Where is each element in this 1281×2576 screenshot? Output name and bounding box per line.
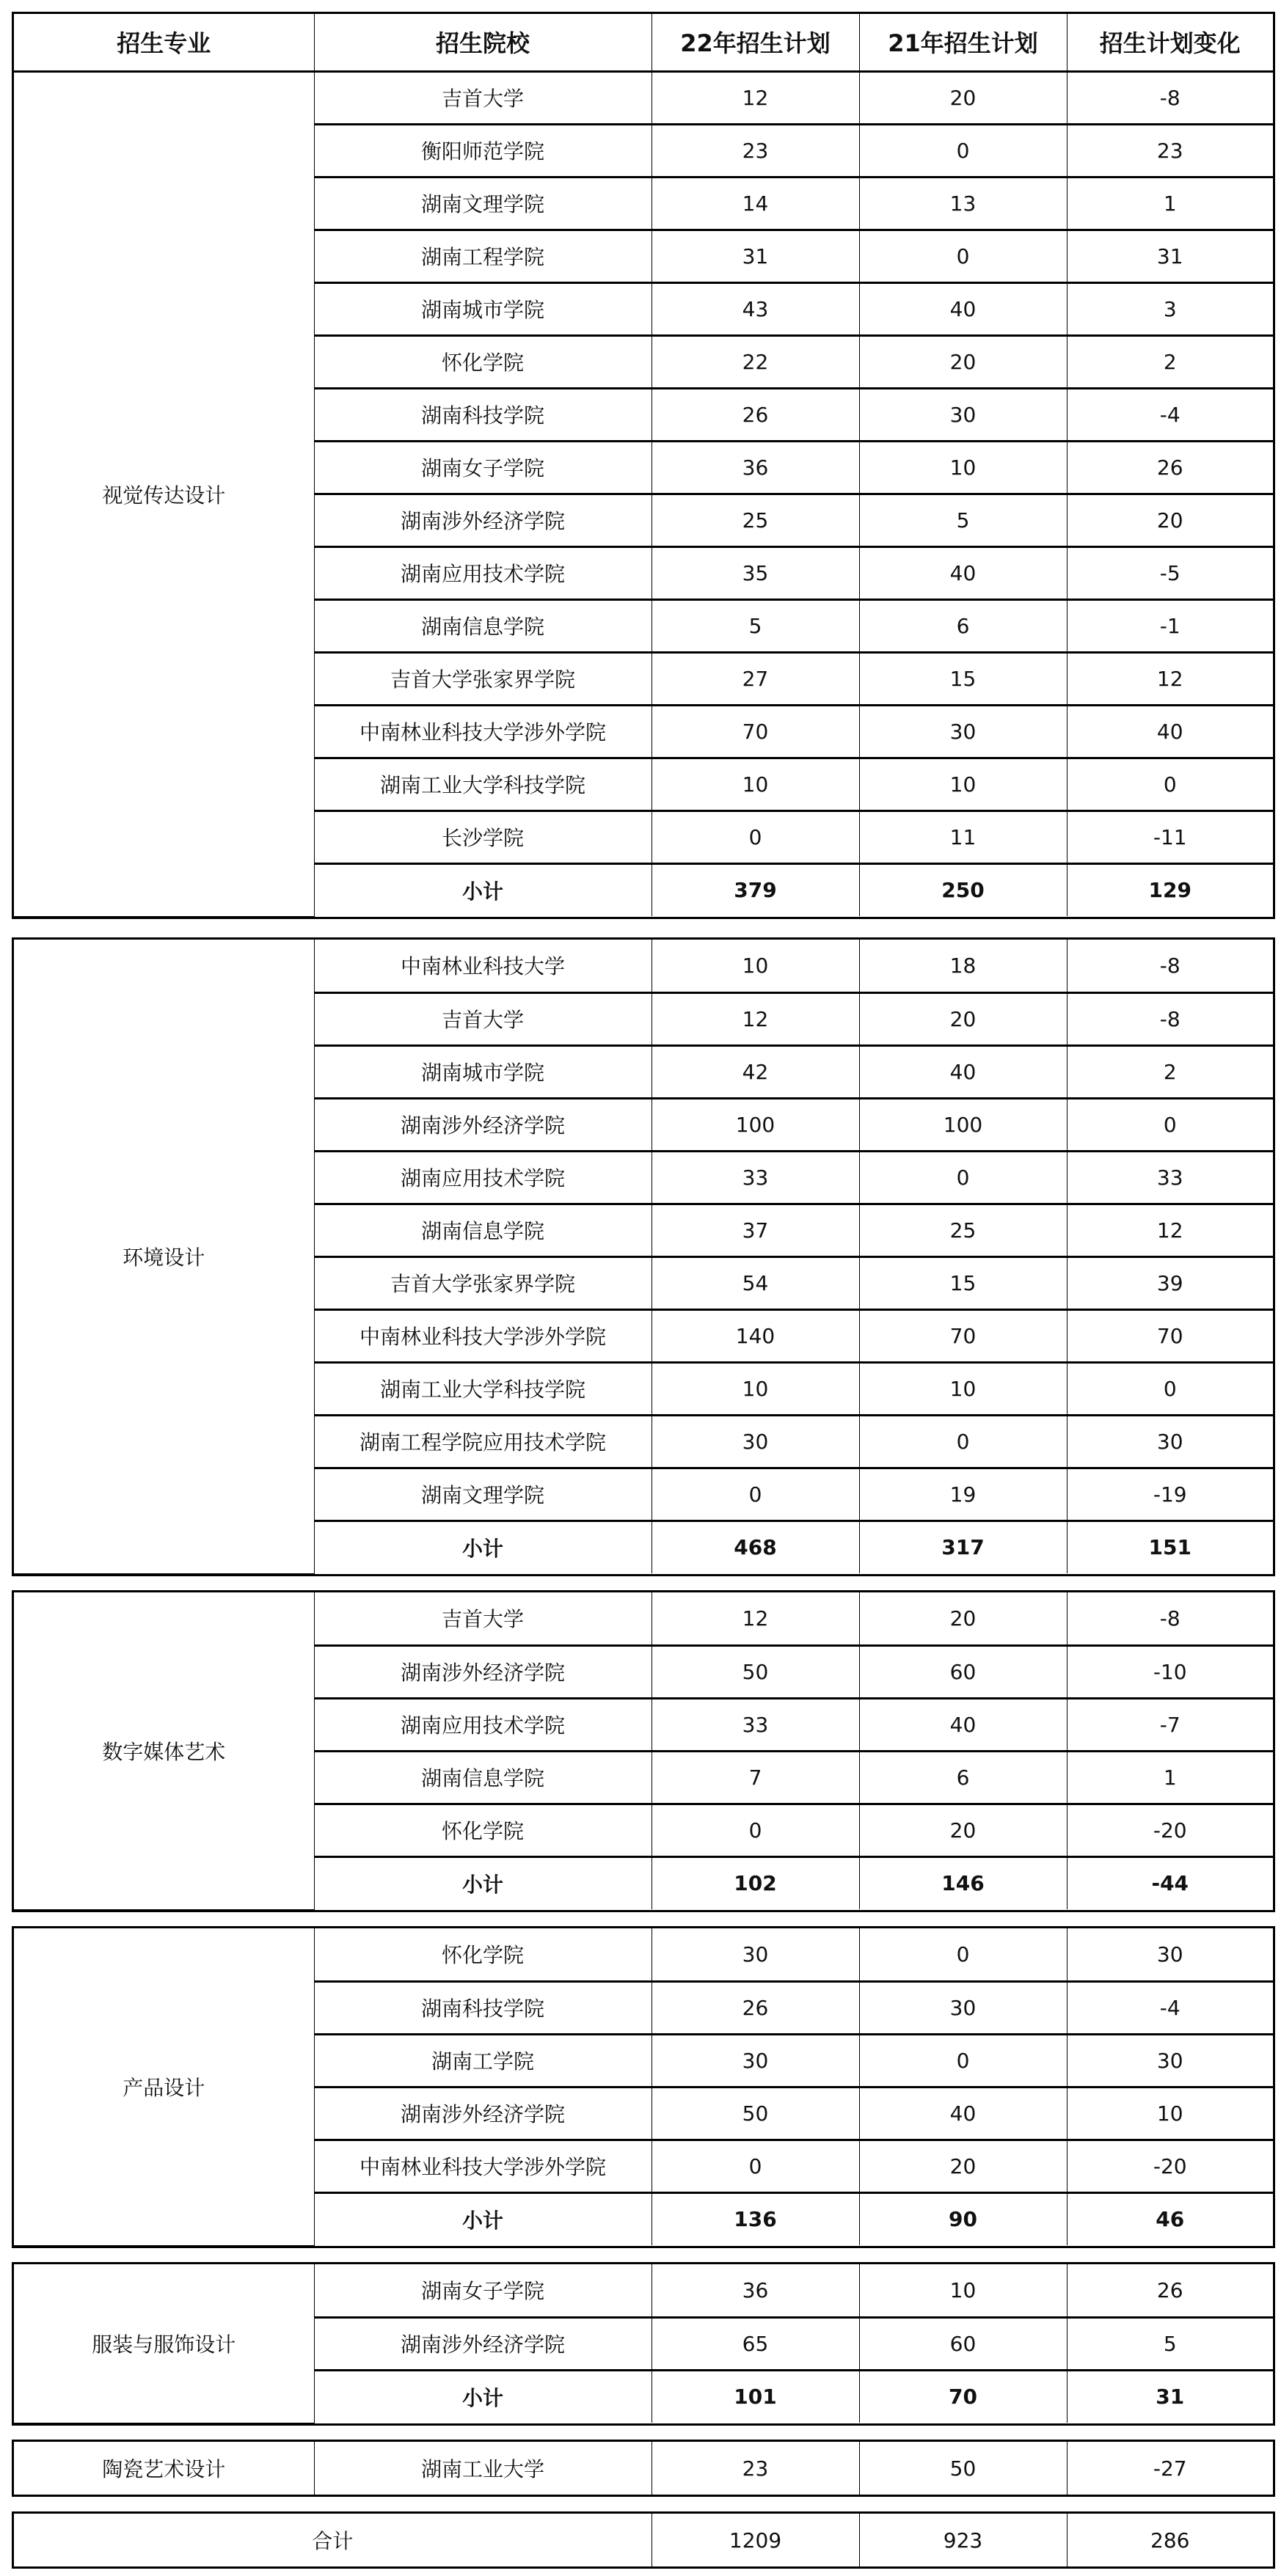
plan22-value: 12: [652, 71, 859, 124]
plan21-value: 0: [859, 124, 1067, 177]
plan21-value: 13: [859, 177, 1067, 230]
plan22-value: 50: [652, 2087, 859, 2140]
change-value: -20: [1067, 2140, 1273, 2192]
school-name: 湖南科技学院: [314, 1981, 652, 2034]
plan22-value: 33: [652, 1151, 859, 1204]
plan21-value: 6: [859, 1751, 1067, 1804]
school-name: 湖南信息学院: [314, 1204, 652, 1256]
plan21-value: 40: [859, 1045, 1067, 1098]
plan22-value: 14: [652, 177, 859, 230]
subtotal-plan21: 90: [859, 2192, 1067, 2245]
plan22-value: 65: [652, 2317, 859, 2370]
plan22-value: 50: [652, 1645, 859, 1698]
plan22-value: 70: [652, 705, 859, 758]
plan22-value: 30: [652, 1415, 859, 1468]
change-value: 3: [1067, 282, 1273, 335]
change-value: -8: [1067, 992, 1273, 1045]
major-name: 服装与服饰设计: [14, 2264, 314, 2423]
change-value: 30: [1067, 2034, 1273, 2087]
school-name: 湖南工业大学科技学院: [314, 758, 652, 811]
change-value: 20: [1067, 494, 1273, 546]
school-name: 湖南应用技术学院: [314, 1698, 652, 1751]
total-block: [12, 2511, 1275, 2569]
plan21-value: 40: [859, 282, 1067, 335]
school-name: 湖南应用技术学院: [314, 1151, 652, 1204]
change-value: 12: [1067, 1204, 1273, 1256]
school-name: 长沙学院: [314, 811, 652, 863]
change-value: 10: [1067, 2087, 1273, 2140]
subtotal-plan22: 379: [652, 863, 859, 916]
plan21-value: 50: [859, 2442, 1067, 2495]
plan22-value: 0: [652, 2140, 859, 2192]
change-value: 0: [1067, 1098, 1273, 1151]
plan21-value: 60: [859, 2317, 1067, 2370]
school-name: 湖南文理学院: [314, 177, 652, 230]
plan22-value: 0: [652, 811, 859, 863]
subtotal-label: 小计: [314, 863, 652, 916]
change-value: 30: [1067, 1928, 1273, 1981]
total-change: 286: [1067, 2514, 1273, 2566]
plan21-value: 10: [859, 1362, 1067, 1415]
plan21-value: 30: [859, 1981, 1067, 2034]
change-value: -20: [1067, 1804, 1273, 1856]
plan21-value: 0: [859, 1151, 1067, 1204]
school-name: 湖南信息学院: [314, 1751, 652, 1804]
major-table: [14, 1592, 1273, 1910]
school-name: 吉首大学张家界学院: [314, 1256, 652, 1309]
plan22-value: 140: [652, 1309, 859, 1362]
subtotal-change: 151: [1067, 1521, 1273, 1573]
table-row: [14, 2264, 1273, 2317]
change-value: 2: [1067, 335, 1273, 388]
change-value: -7: [1067, 1698, 1273, 1751]
plan21-value: 70: [859, 1309, 1067, 1362]
school-name: 吉首大学: [314, 71, 652, 124]
school-name: 中南林业科技大学: [314, 940, 652, 992]
change-value: 12: [1067, 652, 1273, 705]
school-name: 湖南应用技术学院: [314, 546, 652, 599]
major-table: [14, 14, 1273, 917]
plan21-value: 20: [859, 71, 1067, 124]
school-name: 湖南信息学院: [314, 599, 652, 652]
subtotal-plan21: 317: [859, 1521, 1067, 1573]
school-name: 怀化学院: [314, 1928, 652, 1981]
plan21-value: 20: [859, 992, 1067, 1045]
plan22-value: 36: [652, 441, 859, 494]
subtotal-plan22: 136: [652, 2192, 859, 2245]
change-value: -5: [1067, 546, 1273, 599]
plan21-value: 100: [859, 1098, 1067, 1151]
school-name: 湖南工程学院应用技术学院: [314, 1415, 652, 1468]
major-name: 环境设计: [14, 940, 314, 1573]
plan21-value: 25: [859, 1204, 1067, 1256]
plan21-value: 15: [859, 652, 1067, 705]
change-value: -27: [1067, 2442, 1273, 2495]
plan21-value: 30: [859, 388, 1067, 441]
table-row: [14, 1592, 1273, 1645]
plan21-value: 20: [859, 335, 1067, 388]
subtotal-plan22: 468: [652, 1521, 859, 1573]
school-name: 湖南工业大学科技学院: [314, 1362, 652, 1415]
change-value: 40: [1067, 705, 1273, 758]
school-name: 吉首大学张家界学院: [314, 652, 652, 705]
school-name: 吉首大学: [314, 1592, 652, 1645]
school-name: 湖南城市学院: [314, 282, 652, 335]
plan21-value: 30: [859, 705, 1067, 758]
change-value: 0: [1067, 758, 1273, 811]
change-value: -10: [1067, 1645, 1273, 1698]
plan21-value: 40: [859, 546, 1067, 599]
subtotal-change: 31: [1067, 2370, 1273, 2423]
subtotal-label: 小计: [314, 2192, 652, 2245]
major-table: [14, 2264, 1273, 2423]
subtotal-plan21: 250: [859, 863, 1067, 916]
subtotal-plan22: 101: [652, 2370, 859, 2423]
plan22-value: 12: [652, 1592, 859, 1645]
plan22-value: 35: [652, 546, 859, 599]
plan22-value: 54: [652, 1256, 859, 1309]
school-name: 湖南工业大学: [314, 2442, 652, 2495]
plan21-value: 0: [859, 230, 1067, 282]
plan21-value: 20: [859, 1592, 1067, 1645]
school-name: 中南林业科技大学涉外学院: [314, 705, 652, 758]
subtotal-change: 46: [1067, 2192, 1273, 2245]
change-value: -8: [1067, 71, 1273, 124]
plan21-value: 40: [859, 1698, 1067, 1751]
plan22-value: 10: [652, 940, 859, 992]
major-group-block: [12, 937, 1275, 1576]
table-row: [14, 71, 1273, 124]
change-value: -19: [1067, 1468, 1273, 1521]
change-value: 1: [1067, 177, 1273, 230]
plan21-value: 11: [859, 811, 1067, 863]
plan22-value: 10: [652, 758, 859, 811]
plan21-value: 0: [859, 1928, 1067, 1981]
plan22-value: 12: [652, 992, 859, 1045]
plan22-value: 37: [652, 1204, 859, 1256]
school-name: 湖南城市学院: [314, 1045, 652, 1098]
change-value: 26: [1067, 441, 1273, 494]
major-table: [14, 2442, 1273, 2495]
plan21-value: 20: [859, 2140, 1067, 2192]
plan22-value: 30: [652, 1928, 859, 1981]
change-value: 33: [1067, 1151, 1273, 1204]
plan22-value: 25: [652, 494, 859, 546]
plan22-value: 10: [652, 1362, 859, 1415]
header-plan21: 21年招生计划: [859, 14, 1067, 71]
major-group-block: [12, 2262, 1275, 2426]
plan22-value: 27: [652, 652, 859, 705]
change-value: 26: [1067, 2264, 1273, 2317]
change-value: 5: [1067, 2317, 1273, 2370]
major-group-block: [12, 2440, 1275, 2497]
table-row: [14, 1928, 1273, 1981]
change-value: 31: [1067, 230, 1273, 282]
major-group-block: [12, 12, 1275, 919]
subtotal-change: 129: [1067, 863, 1273, 916]
table-row: [14, 2442, 1273, 2495]
plan22-value: 100: [652, 1098, 859, 1151]
plan21-value: 20: [859, 1804, 1067, 1856]
change-value: 0: [1067, 1362, 1273, 1415]
total-plan22: 1209: [652, 2514, 859, 2566]
subtotal-change: -44: [1067, 1856, 1273, 1909]
change-value: -1: [1067, 599, 1273, 652]
total-plan21: 923: [859, 2514, 1067, 2566]
plan22-value: 26: [652, 388, 859, 441]
plan22-value: 36: [652, 2264, 859, 2317]
plan21-value: 10: [859, 441, 1067, 494]
school-name: 衡阳师范学院: [314, 124, 652, 177]
plan21-value: 10: [859, 758, 1067, 811]
plan22-value: 43: [652, 282, 859, 335]
header-change: 招生计划变化: [1067, 14, 1273, 71]
school-name: 湖南涉外经济学院: [314, 1098, 652, 1151]
plan21-value: 60: [859, 1645, 1067, 1698]
school-name: 中南林业科技大学涉外学院: [314, 1309, 652, 1362]
plan21-value: 5: [859, 494, 1067, 546]
school-name: 吉首大学: [314, 992, 652, 1045]
school-name: 湖南涉外经济学院: [314, 494, 652, 546]
school-name: 中南林业科技大学涉外学院: [314, 2140, 652, 2192]
school-name: 湖南涉外经济学院: [314, 2317, 652, 2370]
plan22-value: 23: [652, 2442, 859, 2495]
change-value: -4: [1067, 388, 1273, 441]
school-name: 湖南文理学院: [314, 1468, 652, 1521]
total-table: [14, 2514, 1273, 2566]
change-value: 30: [1067, 1415, 1273, 1468]
subtotal-plan21: 70: [859, 2370, 1067, 2423]
major-name: 视觉传达设计: [14, 71, 314, 916]
school-name: 湖南女子学院: [314, 2264, 652, 2317]
change-value: 23: [1067, 124, 1273, 177]
change-value: 70: [1067, 1309, 1273, 1362]
plan22-value: 23: [652, 124, 859, 177]
subtotal-plan22: 102: [652, 1856, 859, 1909]
plan22-value: 33: [652, 1698, 859, 1751]
subtotal-label: 小计: [314, 2370, 652, 2423]
school-name: 湖南涉外经济学院: [314, 2087, 652, 2140]
major-table: [14, 940, 1273, 1574]
change-value: 39: [1067, 1256, 1273, 1309]
header-major: 招生专业: [14, 14, 314, 71]
total-row: [14, 2514, 1273, 2566]
plan22-value: 7: [652, 1751, 859, 1804]
plan22-value: 22: [652, 335, 859, 388]
plan21-value: 0: [859, 1415, 1067, 1468]
plan22-value: 5: [652, 599, 859, 652]
change-value: -8: [1067, 940, 1273, 992]
school-name: 怀化学院: [314, 1804, 652, 1856]
header-plan22: 22年招生计划: [652, 14, 859, 71]
major-table: [14, 1928, 1273, 2246]
plan22-value: 0: [652, 1804, 859, 1856]
school-name: 怀化学院: [314, 335, 652, 388]
header-school: 招生院校: [314, 14, 652, 71]
major-name: 产品设计: [14, 1928, 314, 2245]
major-group-block: [12, 1590, 1275, 1912]
total-label: 合计: [14, 2514, 652, 2566]
plan22-value: 42: [652, 1045, 859, 1098]
change-value: -4: [1067, 1981, 1273, 2034]
change-value: 1: [1067, 1751, 1273, 1804]
header-row: [14, 14, 1273, 71]
major-name: 数字媒体艺术: [14, 1592, 314, 1909]
plan21-value: 10: [859, 2264, 1067, 2317]
school-name: 湖南工学院: [314, 2034, 652, 2087]
plan22-value: 30: [652, 2034, 859, 2087]
school-name: 湖南科技学院: [314, 388, 652, 441]
plan21-value: 15: [859, 1256, 1067, 1309]
plan22-value: 26: [652, 1981, 859, 2034]
plan21-value: 18: [859, 940, 1067, 992]
change-value: -8: [1067, 1592, 1273, 1645]
plan21-value: 19: [859, 1468, 1067, 1521]
school-name: 湖南涉外经济学院: [314, 1645, 652, 1698]
table-row: [14, 940, 1273, 992]
plan22-value: 31: [652, 230, 859, 282]
change-value: -11: [1067, 811, 1273, 863]
subtotal-label: 小计: [314, 1856, 652, 1909]
subtotal-plan21: 146: [859, 1856, 1067, 1909]
major-group-block: [12, 1926, 1275, 2248]
plan21-value: 0: [859, 2034, 1067, 2087]
plan21-value: 40: [859, 2087, 1067, 2140]
school-name: 湖南工程学院: [314, 230, 652, 282]
subtotal-label: 小计: [314, 1521, 652, 1573]
plan21-value: 6: [859, 599, 1067, 652]
change-value: 2: [1067, 1045, 1273, 1098]
major-name: 陶瓷艺术设计: [14, 2442, 314, 2495]
plan22-value: 0: [652, 1468, 859, 1521]
school-name: 湖南女子学院: [314, 441, 652, 494]
